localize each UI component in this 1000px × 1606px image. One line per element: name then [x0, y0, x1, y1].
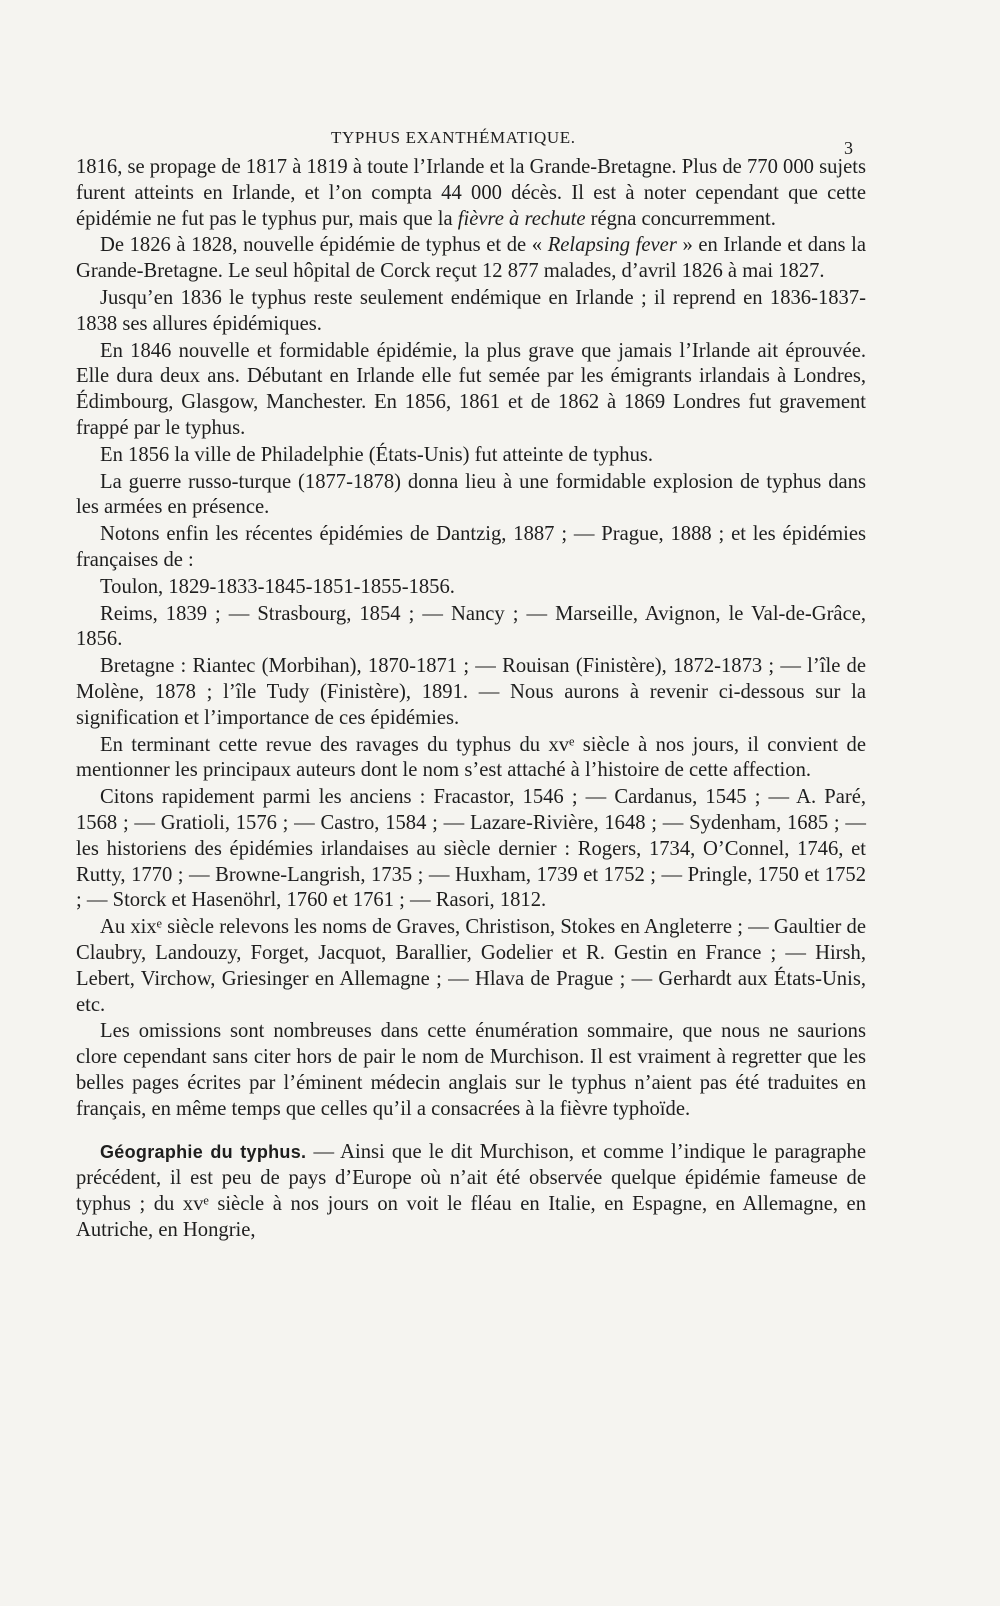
page-header	[0, 128, 1000, 158]
paragraph: Citons rapidement parmi les anciens : Fracastor, 1546 ; — Cardanus, 1545 ; — A. Paré, 1568 ; — Gratioli, 1576 ; — Castro, 1584 ; — Lazare-Rivière, 1648 ; — Sydenham, 1685 ; — les historiens des épidémies irlandaises au siècle dernier : Rogers, 1734, O’Connel, 1746, et Rutty, 1770 ; — Browne-Langrish, 1735 ; — Huxham, 1739 et 1752 ; — Pringle, 1750 et 1752 ; — Storck et Hasenöhrl, 1760 et 1761 ; — Rasori, 1812.	[76, 786, 866, 912]
paragraph: Toulon, 1829-1833-1845-1851-1855-1856.	[100, 575, 455, 598]
body-text	[76, 155, 866, 1245]
paragraph: Notons enfin les récentes épidémies de Dantzig, 1887 ; — Prague, 1888 ; et les épidémies françaises de :	[76, 523, 866, 571]
paragraph: En 1856 la ville de Philadelphie (États-Unis) fut atteinte de typhus.	[100, 443, 654, 466]
paragraph: Bretagne : Riantec (Morbihan), 1870-1871 ; — Rouisan (Finistère), 1872-1873 ; — l’île de Molène, 1878 ; l’île Tudy (Finistère), 1891. — Nous aurons à revenir ci-dessous sur la signification et l’importance de ces épidémies.	[76, 655, 866, 729]
paragraph: Reims, 1839 ; — Strasbourg, 1854 ; — Nancy ; — Marseille, Avignon, le Val-de-Grâce, 1856.	[76, 602, 866, 651]
page-number: 3	[844, 138, 853, 158]
paragraph: La guerre russo-turque (1877-1878) donna lieu à une formidable explosion de typhus dans les armées en présence.	[76, 470, 866, 519]
paragraph: En 1846 nouvelle et formidable épidémie, la plus grave que jamais l’Irlande ait éprouvée. Elle dura deux ans. Débutant en Irlande elle fut semée par les émigrants irlandais à Londres, Édimbourg, Glasgow, Manchester. En 1856, 1861 et de 1862 à 1869 Londres fut gravement frappé par le typhus.	[76, 339, 866, 439]
paragraph: Les omissions sont nombreuses dans cette énumération sommaire, que nous ne saurions clore cependant sans citer hors de pair le nom de Murchison. Il est vraiment à regretter que les belles pages écrites par l’éminent médecin anglais sur le typhus n’aient pas été traduites en français, en même temps que celles qu’il a consacrées à la fièvre typhoïde.	[76, 1020, 866, 1120]
section-paragraph: Géographie du typhus. — Ainsi que le dit Murchison, et comme l’indique le paragraphe précédent, il est peu de pays d’Europe où n’ait été observée quelque épidémie fameuse de typhus ; du xvᵉ siècle à nos jours on voit le fléau en Italie, en Espagne, en Allemagne, en Autriche, en Hongrie,	[76, 1141, 866, 1241]
paragraph: Jusqu’en 1836 le typhus reste seulement endémique en Irlande ; il reprend en 1836-1837-1838 ses allures épidémiques.	[76, 286, 866, 335]
paragraph: En terminant cette revue des ravages du typhus du xvᵉ siècle à nos jours, il convient de mentionner les principaux auteurs dont le nom s’est attaché à l’histoire de cette affection.	[76, 733, 866, 782]
paragraph: 1816, se propage de 1817 à 1819 à toute l’Irlande et la Grande-Bretagne. Plus de 770 000 sujets furent atteints en Irlande, et l’on compta 44 000 décès. Il est à noter cependant que cette épidémie ne fut pas le typhus pur, mais que la fièvre à rechute régna concurremment.	[76, 156, 866, 230]
paragraph: De 1826 à 1828, nouvelle épidémie de typhus et de « Relapsing fever » en Irlande et dans la Grande-Bretagne. Le seul hôpital de Corck reçut 12 877 malades, d’avril 1826 à mai 1827.	[76, 234, 867, 283]
running-title: TYPHUS EXANTHÉMATIQUE.	[331, 128, 576, 147]
section-heading: Géographie du typhus.	[100, 1142, 307, 1163]
paragraph: Au xixᵉ siècle relevons les noms de Graves, Christison, Stokes en Angleterre ; — Gaultier de Claubry, Landouzy, Forget, Jacquot, Barallier, Godelier et R. Gestin en France ; — Hirsh, Lebert, Virchow, Griesinger en Allemagne ; — Hlava de Prague ; — Gerhardt aux États-Unis, etc.	[76, 916, 866, 1016]
